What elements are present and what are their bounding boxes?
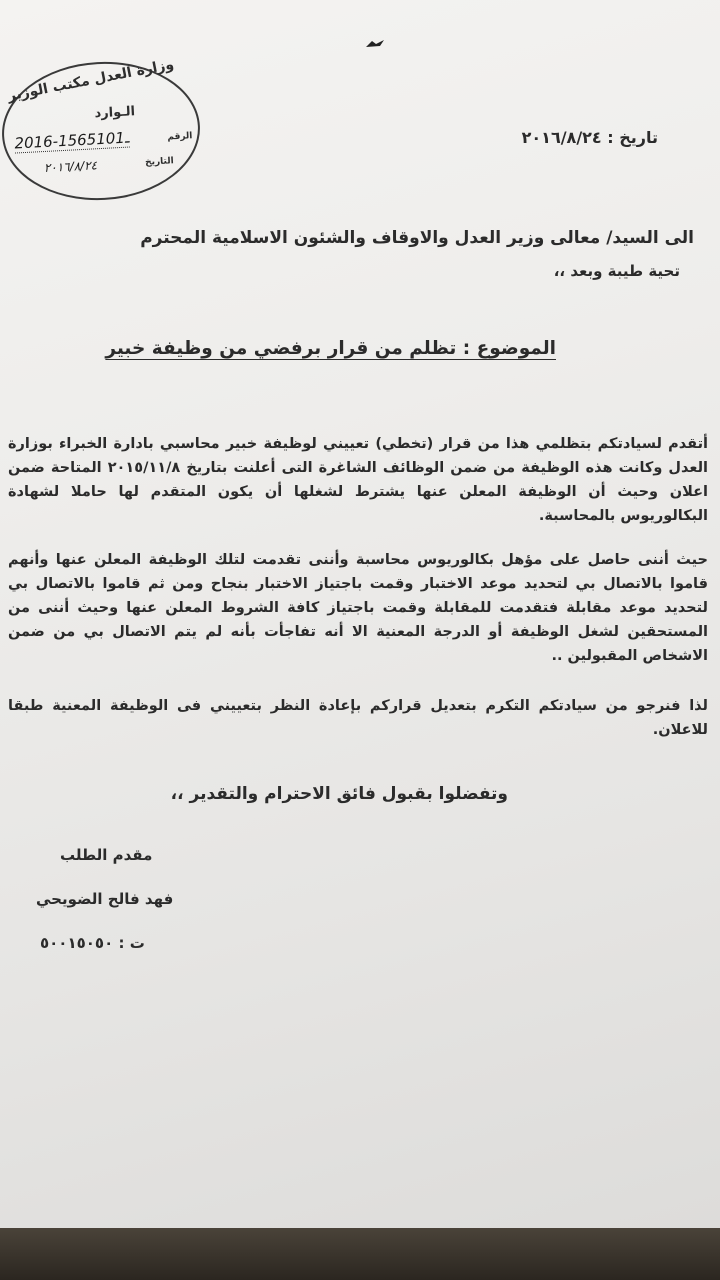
- paragraph-3: لذا فنرجو من سيادتكم التكرم بتعديل قراركم بإعادة النظر بتعييني فى الوظيفة المعنية طبقا للاعلان.: [8, 698, 708, 738]
- stamp-date-label: التاريخ: [144, 156, 174, 168]
- applicant-name: فهد فالح الضويحي: [36, 890, 174, 908]
- letter-closing: وتفضلوا بقبول فائق الاحترام والتقدير ،،: [170, 784, 508, 804]
- stamp-ref-label: الرقم: [167, 131, 193, 143]
- applicant-label: مقدم الطلب: [60, 846, 153, 864]
- ministry-stamp: [0, 57, 203, 205]
- applicant-phone: ت : ٥٠٠١٥٠٥٠: [40, 934, 145, 952]
- ink-mark: [364, 38, 386, 50]
- letter-addressee: الى السيد/ معالى وزير العدل والاوقاف والشئون الاسلامية المحترم: [140, 228, 694, 248]
- stamp-ministry-line: وزارة العدل مكتب الوزير: [6, 56, 176, 105]
- stamp-date-value: ٢٠١٦/٨/٢٤: [43, 158, 98, 176]
- paragraph-1: أتقدم لسيادتكم بتظلمي هذا من قرار (تخطي) تعييني لوظيفة خبير محاسبي بادارة الخبراء بوزارة العدل وكانت هذه الوظيفة من ضمن الوظائف الشاغرة التى أعلنت بتاريخ ٢٠١٥/١١/٨ المتاحة ضمن اعلان وحيث أن الوظيفة المعلن عنها يشترط لشغلها أن يكون المتقدم لها حاملا لشهادة البكالوريوس بالمحاسبة.: [8, 436, 708, 524]
- stamp-ref-number: 2016-15651ـ01: [14, 128, 130, 153]
- paragraph-2: حيث أننى حاصل على مؤهل بكالوريوس محاسبة وأننى تقدمت لتلك الوظيفة المعلن عنها وأنهم قاموا بالاتصال بي لتحديد موعد الاختبار وقمت باجتياز الاختبار بنجاح ومن ثم قاموا بالاتصال بي لتحديد موعد مقابلة فتقدمت للمقابلة وقمت باجتياز كافة الشروط المعلن عنها وحيث أننى من المستحقين لشغل الوظيفة أو الدرجة المعنية الا أنه تفاجأت بأنه لم يتم الاتصال بي من ضمن الاشخاص المقبولين ..: [8, 552, 708, 664]
- letter-greeting: تحية طيبة وبعد ،،: [553, 262, 680, 280]
- letter-date: تاريخ : ٢٠١٦/٨/٢٤: [521, 128, 658, 147]
- table-surface: [0, 1228, 720, 1280]
- letter-subject: الموضوع : تظلم من قرار برفضي من وظيفة خبير: [105, 338, 556, 359]
- stamp-inbox-label: الـوارد: [94, 104, 136, 122]
